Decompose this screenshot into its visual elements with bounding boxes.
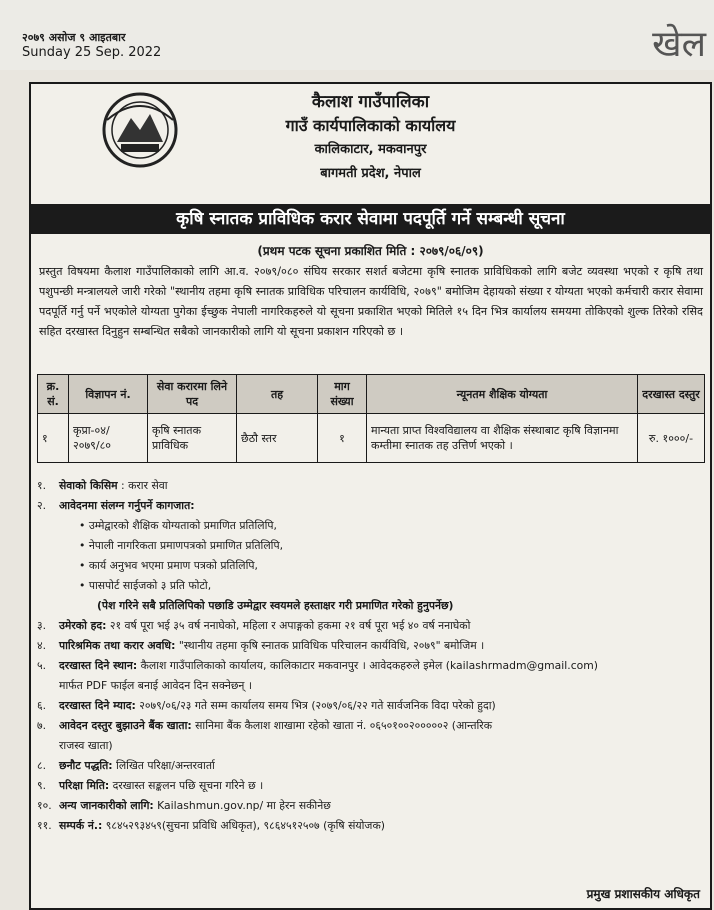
col-qualification: न्यूनतम शैक्षिक योग्यता (367, 375, 638, 414)
notice-title-banner: कृषि स्नातक प्राविधिक करार सेवामा पदपूर्ति गर्ने सम्बन्धी सूचना (31, 204, 710, 234)
list-bullet: • पासपोर्ट साईजको ३ प्रति फोटो, (79, 579, 212, 592)
list-bullet: • नेपाली नागरिकता प्रमाणपत्रको प्रमाणित प्रतिलिपि, (79, 539, 284, 552)
table-header-row (38, 375, 705, 414)
list-item: ४. पारिश्रमिक तथा करार अवधि: "स्थानीय तहमा कृषि स्नातक प्राविधिक परिचालन कार्यविधि, २०७९" बमोजिम । (37, 639, 485, 652)
newspaper-section-brand: खेल (652, 24, 706, 65)
col-advert-no: विज्ञापन नं. (69, 375, 148, 414)
date-nepali: २०७९ असोज ९ आइतबार (22, 31, 126, 44)
table-row (38, 414, 705, 463)
intro-paragraph: प्रस्तुत विषयमा कैलाश गाउँपालिकाको लागि आ.व. २०७९/०८० संघिय सरकार सशर्त बजेटमा कृषि स्नातक प्राविधिकको लागि बजेट व्यवस्था भएको र कृषि तथा पशुपन्छी मन्त्रालयले जारी गरेको "स्थानीय तहमा कृषि स्नातक प्राविधिक परिचालन कार्यविधि, २०७९" बमोजिम देहायको संख्या र योग्यता भएको कर्मचारी करार सेवामा पदपूर्ति गर्नु पर्ने भएकोले योग्यता पुगेका ईच्छुक नेपाली नागरिकहरुले यो सूचना प्रकाशित भएको मितिले १५ दिन भित्र कार्यालय समयमा तोकिएको शुल्क तिरेको रसिद सहित दरखास्त दिनुहुन सम्बन्धित सबैको जानकारीको लागि यो सूचना प्रकाशन गरिएको छ । (39, 265, 703, 338)
col-post: सेवा करारमा लिने पद (148, 375, 237, 414)
list-item: ९. परिक्षा मिति: दरखास्त सङ्कलन पछि सूचना गरिने छ । (37, 779, 264, 792)
list-bullet: • उम्मेद्वारको शैक्षिक योग्यताको प्रमाणित प्रतिलिपि, (79, 519, 277, 532)
list-item: १०. अन्य जानकारीको लागि: Kailashmun.gov.np/ मा हेरन सकीनेछ (37, 799, 331, 812)
list-item-continuation: मार्फत PDF फाईल बनाई आवेदन दिन सक्नेछन् । (59, 679, 252, 692)
cell-post: कृषि स्नातक प्राविधिक (148, 414, 237, 463)
attestation-note: (पेश गरिने सबै प्रतिलिपिको पछाडि उम्मेद्वार स्वयमले हस्ताक्षर गरी प्रमाणित गरेको हुनुपर्नेछ) (97, 599, 454, 612)
office-name: गाउँ कार्यपालिकाको कार्यालय (285, 116, 456, 135)
col-level: तह (237, 375, 318, 414)
col-fee: दरखास्त दस्तुर (638, 375, 705, 414)
cell-fee: रु. १०००/- (638, 414, 705, 463)
office-address: कालिकाटार, मकवानपुर (314, 142, 427, 157)
date-english: Sunday 25 Sep. 2022 (22, 45, 162, 60)
col-serial: क्र. सं. (38, 375, 69, 414)
list-item: ६. दरखास्त दिने म्याद: २०७९/०६/२३ गते सम्म कार्यालय समय भित्र (२०७९/०६/२२ गते सार्वजनिक विदा परेको हुदा) (37, 699, 496, 712)
cell-demand: १ (318, 414, 367, 463)
office-header (31, 90, 710, 186)
cell-advert-no: कृप्रा-०४/ २०७९/८० (69, 414, 148, 463)
list-item-continuation: राजस्व खाता) (59, 739, 113, 752)
cell-qualification: मान्यता प्राप्त विश्वविद्यालय वा शैक्षिक संस्थाबाट कृषि विज्ञानमा कम्तीमा स्नातक तह उत्तिर्ण भएको । (367, 414, 638, 463)
notice-items (37, 476, 707, 836)
col-demand: माग संख्या (318, 375, 367, 414)
list-item: १. सेवाको किसिम : करार सेवा (37, 479, 168, 492)
list-item: ५. दरखास्त दिने स्थान: कैलाश गाउँपालिकाको कार्यालय, कालिकाटार मकवानपुर । आवेदकहरुले इमेल (kailashrmadm@gmail.com) (37, 659, 598, 672)
cell-level: छैठौ स्तर (237, 414, 318, 463)
province: बागमती प्रदेश, नेपाल (320, 166, 421, 181)
cell-serial: १ (38, 414, 69, 463)
signature-title: प्रमुख प्रशासकीय अधिकृत (586, 887, 700, 901)
newspaper-masthead (0, 0, 714, 70)
org-name: कैलाश गाउँपालिका (311, 92, 430, 112)
publish-date-line: (प्रथम पटक सूचना प्रकाशित मिति : २०७९/०६/०९) (257, 244, 484, 258)
list-item: ७. आवेदन दस्तुर बुझाउने बैंक खाता: सानिमा बैंक कैलाश शाखामा रहेको खाता नं. ०६५०१००२०००००२ (आन्तरिक (37, 719, 493, 732)
vacancy-table (37, 374, 705, 463)
list-bullet: • कार्य अनुभव भएमा प्रमाण पत्रको प्रतिलिपि, (79, 559, 258, 572)
list-item: २. आवेदनमा संलग्न गर्नुपर्ने कागजात: (37, 499, 195, 512)
list-item: ११. सम्पर्क नं.: ९८४५२९३४५९(सुचना प्रविधि अधिकृत), ९८६४५१२५०७ (कृषि संयोजक) (37, 819, 385, 832)
list-item: ८. छनौट पद्धति: लिखित परिक्षा/अन्तरवार्ता (37, 759, 215, 772)
public-notice (29, 82, 712, 910)
list-item: ३. उमेरको हद: २१ वर्ष पूरा भई ३५ वर्ष ननाघेको, महिला र अपाङ्गको हकमा २१ वर्ष पूरा भई ४० वर्ष ननाघेको (37, 619, 471, 632)
